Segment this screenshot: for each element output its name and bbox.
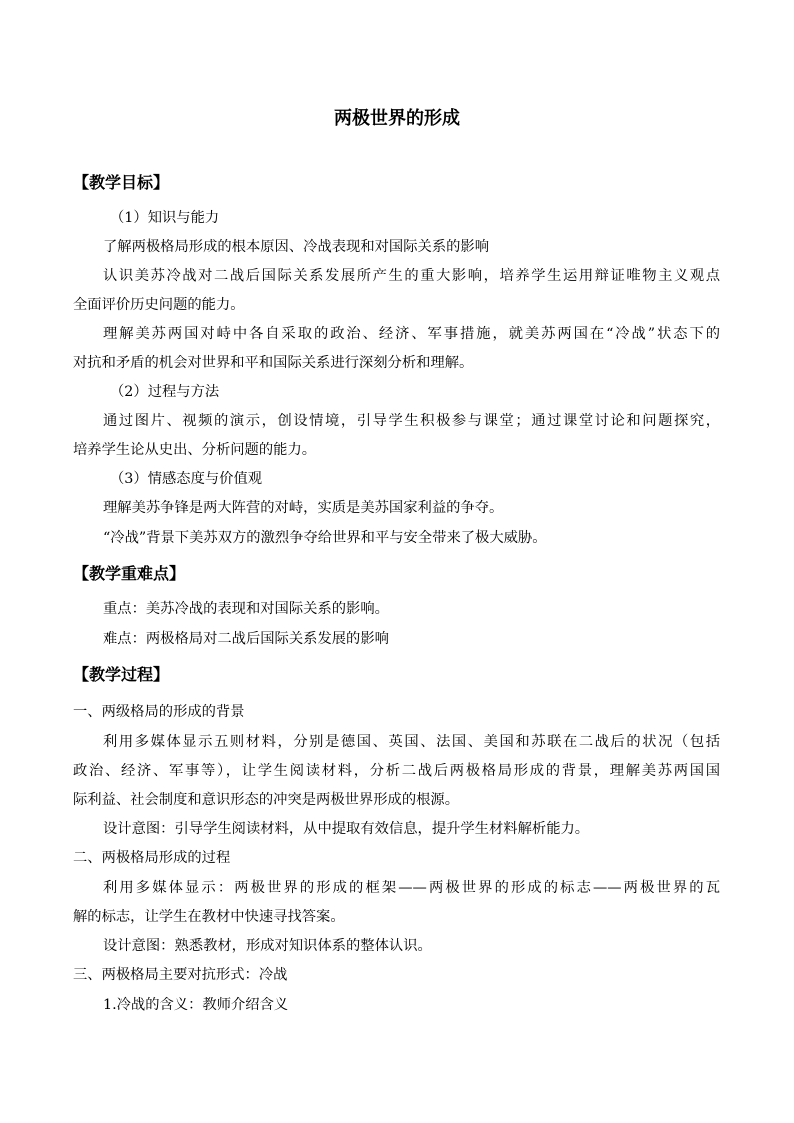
paragraph-line: 认识美苏冷战对二战后国际关系发展所产生的重大影响，培养学生运用辩证唯物主义观点 bbox=[103, 268, 720, 284]
paragraph-line: 1.冷战的含义：教师介绍含义 bbox=[103, 997, 289, 1013]
section-heading-objectives: 【教学目标】 bbox=[73, 173, 170, 192]
paragraph-line: 了解两极格局形成的根本原因、冷战表现和对国际关系的影响 bbox=[103, 239, 490, 255]
paragraph-line: 政治、经济、军事等），让学生阅读材料，分析二战后两极格局形成的背景，理解美苏两国国 bbox=[73, 763, 720, 779]
key-point: 重点：美苏冷战的表现和对国际关系的影响。 bbox=[103, 601, 389, 617]
paragraph-line: 解的标志，让学生在教材中快速寻找答案。 bbox=[73, 909, 345, 925]
paragraph-line: 理解美苏争锋是两大阵营的对峙，实质是美苏国家利益的争夺。 bbox=[103, 500, 504, 516]
paragraph-line: 培养学生论从史出、分析问题的能力。 bbox=[73, 442, 317, 458]
paragraph-line: 利用多媒体显示：两极世界的形成的框架——两极世界的形成的标志——两极世界的瓦 bbox=[103, 880, 720, 896]
subsection-heading-3: 三、两极格局主要对抗形式：冷战 bbox=[73, 967, 288, 983]
paragraph-line: 通过图片、视频的演示，创设情境，引导学生积极参与课堂；通过课堂讨论和问题探究， bbox=[103, 413, 720, 429]
subsection-heading-2: 二、两极格局形成的过程 bbox=[73, 850, 231, 866]
subheading-process-method: （2）过程与方法 bbox=[110, 384, 220, 400]
subheading-knowledge: （1）知识与能力 bbox=[110, 210, 220, 226]
paragraph-line: 全面评价历史问题的能力。 bbox=[73, 297, 245, 313]
document-title: 两极世界的形成 bbox=[334, 108, 460, 129]
paragraph-line: 对抗和矛盾的机会对世界和平和国际关系进行深刻分析和理解。 bbox=[73, 355, 474, 371]
difficult-point: 难点：两极格局对二战后国际关系发展的影响 bbox=[103, 631, 389, 647]
subheading-values: （3）情感态度与价值观 bbox=[110, 471, 263, 487]
paragraph-line: 理解美苏两国对峙中各自采取的政治、经济、军事措施，就美苏两国在“冷战”状态下的 bbox=[103, 326, 720, 342]
paragraph-line: 际利益、社会制度和意识形态的冲突是两极世界形成的根源。 bbox=[73, 792, 460, 808]
paragraph-line: “冷战”背景下美苏双方的激烈争夺给世界和平与安全带来了极大威胁。 bbox=[103, 530, 547, 546]
design-intent: 设计意图：引导学生阅读材料，从中提取有效信息，提升学生材料解析能力。 bbox=[103, 821, 590, 837]
section-heading-keypoints: 【教学重难点】 bbox=[73, 564, 186, 583]
subsection-heading-1: 一、两级格局的形成的背景 bbox=[73, 704, 245, 720]
design-intent: 设计意图：熟悉教材，形成对知识体系的整体认识。 bbox=[103, 938, 432, 954]
paragraph-line: 利用多媒体显示五则材料，分别是德国、英国、法国、美国和苏联在二战后的状况（包括 bbox=[103, 734, 720, 750]
section-heading-process: 【教学过程】 bbox=[73, 665, 170, 684]
